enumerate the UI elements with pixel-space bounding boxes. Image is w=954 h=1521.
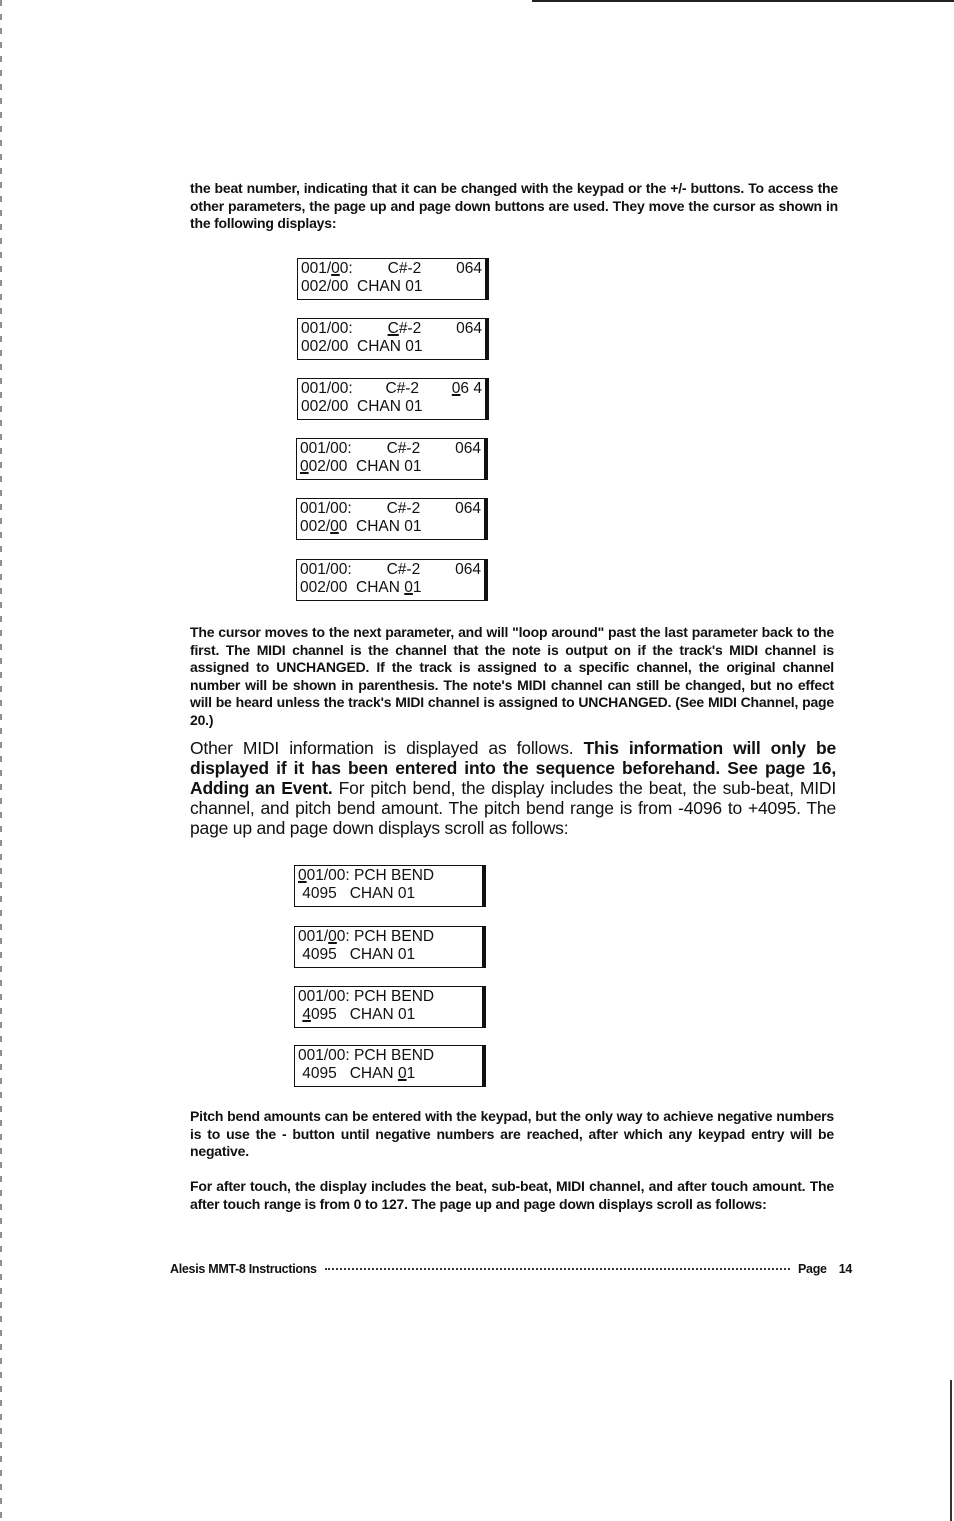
lcd-line-2: 002/00 CHAN 01 [301, 338, 423, 355]
lcd-display-note-4 [296, 438, 488, 480]
lcd-line-1: 001/00: C#-2 064 [301, 260, 482, 277]
footer-title: Alesis MMT-8 Instructions [170, 1262, 317, 1276]
lcd-display-note-2 [297, 318, 489, 360]
lcd-line-1: 001/00: PCH BEND [298, 988, 435, 1005]
lcd-line-2: 002/00 CHAN 01 [301, 398, 423, 415]
right-edge-mark [950, 1380, 952, 1521]
lcd-line-2: 002/00 CHAN 01 [300, 518, 422, 535]
cursor: 0 [331, 260, 340, 277]
lcd-line-2: 002/00 CHAN 01 [300, 579, 422, 596]
lcd-line-1: 001/00: C#-2 06 4 [301, 380, 482, 397]
lcd-line-2: 4095 CHAN 01 [298, 1065, 416, 1082]
intro-paragraph: the beat number, indicating that it can be changed with the keypad or the +/- buttons. To access the other parameters, the page up and page down buttons are used. They move the cursor as shown in the following displays: [190, 180, 838, 231]
lcd-line-1: 001/00: PCH BEND [298, 867, 435, 884]
pitch-bend-paragraph: Pitch bend amounts can be entered with the keypad, but the only way to achieve negative numbers is to use the - button until negative numbers are reached, after which any keypad entry will be negative. [190, 1108, 834, 1159]
footer-page-number: 14 [838, 1262, 852, 1276]
top-edge-line [532, 0, 954, 2]
lcd-display-note-1 [297, 258, 489, 300]
cursor: 0 [397, 1065, 407, 1082]
cursor: 0 [404, 579, 413, 596]
other-midi-paragraph: Other MIDI information is displayed as follows. This information will only be displayed if it has been entered into the sequence beforehand. See page 16, Adding an Event. For pitch bend, the display includes the beat, the sub-beat, MIDI channel, and pitch bend amount. The pitch bend range is from -4096 to +4095. The page up and page down displays scroll as follows: [190, 738, 836, 838]
lcd-display-pitch-1 [294, 865, 486, 907]
lcd-line-1: 001/00: PCH BEND [298, 928, 435, 945]
left-edge-mark [0, 0, 2, 1521]
cursor: 0 [298, 867, 307, 884]
footer-page-label: Page [798, 1262, 827, 1276]
lcd-line-1: 001/00: C#-2 064 [300, 440, 481, 457]
lcd-line-2: 002/00 CHAN 01 [301, 278, 423, 295]
lcd-line-2: 002/00 CHAN 01 [300, 458, 422, 475]
lcd-line-2: 4095 CHAN 01 [302, 1006, 416, 1023]
lcd-display-note-3 [297, 378, 489, 420]
lcd-display-note-5 [296, 498, 488, 540]
bold-note: This information will only be displayed if it has been entered into the sequence beforehand. See page 16, Adding an Event. [190, 738, 836, 798]
lcd-line-2: 4095 CHAN 01 [298, 946, 416, 963]
cursor: 0 [300, 458, 309, 475]
lcd-line-1: 001/00: PCH BEND [298, 1047, 435, 1064]
cursor: 0 [330, 518, 339, 535]
loop-paragraph: The cursor moves to the next parameter, and will "loop around" past the last parameter back to the first. The MIDI channel is the channel that the note is output on if the track's MIDI channel is assigned to UNCHANGED. If the track is assigned to a specific channel, the original channel number will be shown in parenthesis. The note's MIDI channel can still be changed, but no effect will be heard unless the track's MIDI channel is assigned to UNCHANGED. (See MIDI Channel, page 20.) [190, 624, 834, 728]
footer-leader-dots [325, 1268, 790, 1270]
lcd-line-2: 4095 CHAN 01 [298, 885, 416, 902]
lcd-display-pitch-2 [294, 926, 486, 968]
cursor: 0 [451, 380, 461, 397]
lcd-display-pitch-3 [294, 986, 486, 1028]
cursor: 4 [302, 1006, 311, 1023]
lcd-display-pitch-4 [294, 1045, 486, 1087]
lcd-line-1: 001/00: C#-2 064 [300, 561, 481, 578]
after-touch-paragraph: For after touch, the display includes the beat, sub-beat, MIDI channel, and after touch amount. The after touch range is from 0 to 127. The page up and page down displays scroll as follows: [190, 1178, 834, 1212]
page-footer [170, 1262, 852, 1276]
lcd-display-note-6 [296, 559, 488, 601]
cursor: C [387, 320, 399, 337]
cursor: 0 [328, 928, 337, 945]
lcd-line-1: 001/00: C#-2 064 [300, 500, 481, 517]
lcd-line-1: 001/00: C#-2 064 [301, 320, 482, 337]
